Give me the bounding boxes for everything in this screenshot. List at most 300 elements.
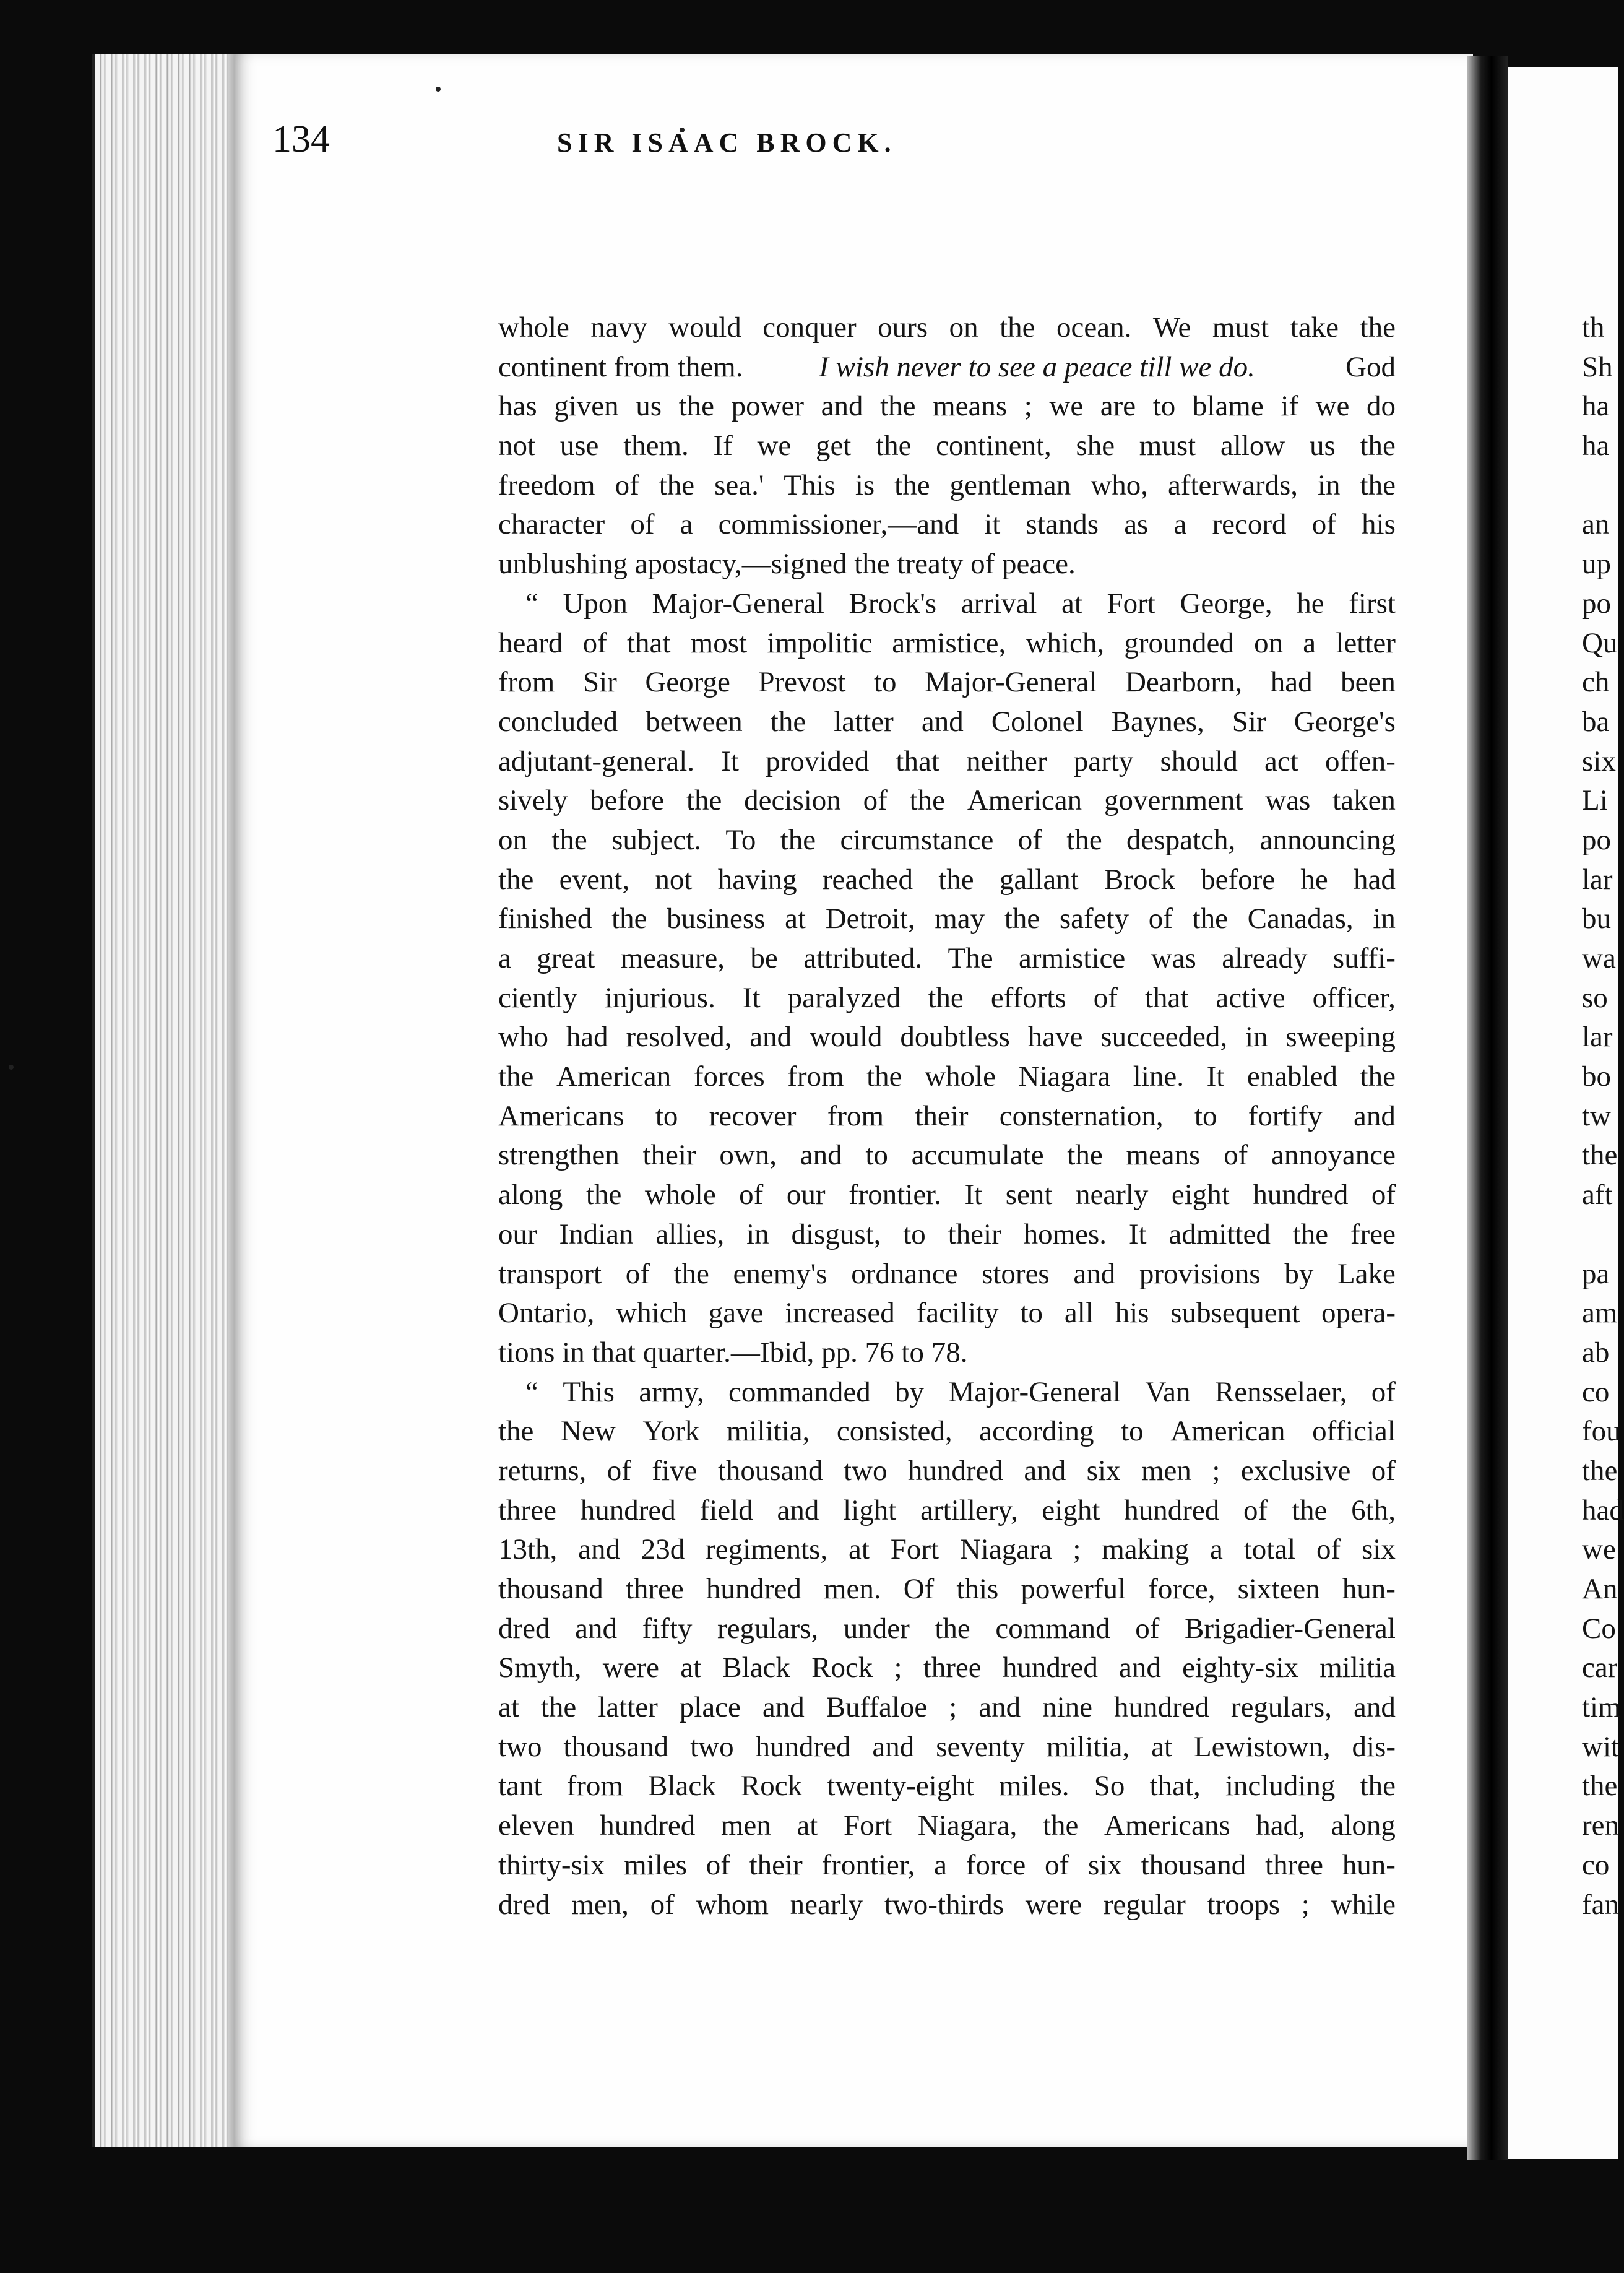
facing-fragment (1582, 466, 1619, 506)
word: facility (916, 1297, 999, 1330)
word: ; (1301, 1888, 1310, 1921)
word: frontier, (821, 1848, 915, 1881)
word: thousand (1141, 1848, 1246, 1881)
text-line (498, 426, 1396, 466)
text-line (498, 584, 1396, 624)
word: event, (559, 863, 630, 896)
word: the (1360, 1770, 1396, 1803)
word: along (1331, 1809, 1396, 1842)
word: allow (1220, 430, 1285, 462)
word: attributed. (803, 942, 923, 974)
text-line (498, 1570, 1396, 1609)
text-line (498, 1136, 1396, 1175)
word: use (559, 430, 599, 462)
word: the (928, 981, 964, 1014)
word: if (1281, 390, 1299, 423)
word: has (498, 390, 537, 423)
word: to (1152, 390, 1176, 423)
word: Indian (559, 1218, 634, 1250)
word: transport (498, 1257, 602, 1290)
word: the (659, 469, 695, 501)
word: powerful (1021, 1573, 1126, 1605)
word: Lewistown, (1193, 1730, 1331, 1763)
word: Niagara, (917, 1809, 1017, 1842)
word: It (721, 745, 739, 777)
word: us (1309, 430, 1336, 462)
word: heard (498, 626, 563, 659)
word: and (1354, 1691, 1396, 1724)
word: place (679, 1691, 741, 1724)
text-line (498, 703, 1396, 742)
word: our (498, 1218, 537, 1250)
word: Rensselaer, (1214, 1375, 1347, 1408)
word: of (1224, 1139, 1248, 1172)
word: means (1126, 1139, 1201, 1172)
word: three (498, 1494, 556, 1526)
word: ; (949, 1691, 957, 1724)
word: and (921, 705, 964, 738)
word: two (498, 1730, 542, 1763)
word: his (1115, 1297, 1149, 1330)
word: thousand (563, 1730, 669, 1763)
word: of (1148, 903, 1173, 935)
word: commanded (728, 1375, 871, 1408)
text-line (498, 1057, 1396, 1097)
word: Brock (1104, 863, 1175, 896)
word: hundred (1253, 1179, 1349, 1211)
text-line (498, 505, 1396, 545)
text-line (498, 821, 1396, 860)
word: thirty-six (498, 1848, 605, 1881)
word: fifty (642, 1612, 693, 1645)
word: the (1360, 1060, 1396, 1093)
facing-fragment: tw (1582, 1099, 1611, 1132)
word: the (498, 1060, 534, 1093)
word: would (810, 1021, 883, 1054)
word: the (1000, 311, 1035, 344)
text-line (498, 1886, 1396, 1925)
word: Baynes, (1111, 705, 1204, 738)
facing-fragment: co (1582, 1848, 1610, 1881)
word: active (1216, 981, 1285, 1014)
word: party (1073, 745, 1134, 777)
word: of (582, 626, 607, 659)
text-line (498, 663, 1396, 703)
word: eighty-six (1182, 1652, 1299, 1684)
word: of (1135, 1612, 1160, 1645)
text-line (498, 742, 1396, 782)
word: business (667, 903, 766, 935)
word: been (1341, 666, 1396, 699)
word: in (1245, 1021, 1268, 1054)
text-line (498, 1846, 1396, 1886)
word: who (498, 1021, 548, 1054)
facing-fragment: pa (1582, 1257, 1610, 1290)
word: hundred (1113, 1691, 1209, 1724)
word: it (984, 508, 1001, 541)
word: we (1049, 390, 1084, 423)
word: by (895, 1375, 925, 1408)
word: Black (648, 1770, 716, 1803)
book-page-edges (92, 54, 244, 2147)
word: the (770, 705, 806, 738)
word: between (646, 705, 743, 738)
text-line (498, 308, 1396, 348)
word: York (642, 1415, 700, 1448)
word: sweeping (1285, 1021, 1396, 1054)
word: men. (823, 1573, 881, 1605)
word: latter (598, 1691, 658, 1724)
facing-fragment: Sh (1582, 350, 1613, 383)
word: in (1373, 903, 1396, 935)
word: be (750, 942, 778, 974)
word: gentleman (949, 469, 1071, 501)
word: of (863, 784, 888, 817)
word: had (1354, 863, 1396, 896)
word: frontier. (848, 1179, 942, 1211)
word: his (1362, 508, 1396, 541)
word: our (786, 1179, 826, 1211)
word: from (827, 1099, 884, 1132)
word: act (1264, 745, 1298, 777)
word: Upon (563, 587, 628, 620)
facing-fragment: ha (1582, 430, 1610, 462)
word: armistice, (892, 626, 1006, 659)
word: taken (1332, 784, 1396, 817)
word: their (749, 1848, 803, 1881)
text-line (498, 1688, 1396, 1728)
facing-fragment: tim (1582, 1691, 1621, 1724)
word: the (1043, 1809, 1079, 1842)
facing-page-text (1582, 308, 1624, 1924)
speck (436, 87, 441, 92)
word: force (965, 1848, 1026, 1881)
word: Smyth, (498, 1652, 582, 1684)
word: the (1360, 430, 1396, 462)
facing-fragment: the (1582, 1454, 1618, 1487)
word: “ (525, 587, 538, 620)
word: are (1100, 390, 1136, 423)
word: the (1360, 311, 1396, 344)
word: nearly (790, 1888, 863, 1921)
word: two (843, 1454, 888, 1487)
word: doubtless (900, 1021, 1010, 1054)
word: announcing (1259, 823, 1396, 856)
word: If (713, 430, 733, 462)
word: thousand (717, 1454, 823, 1487)
word: Sir (582, 666, 617, 699)
word: of (1243, 1494, 1268, 1526)
word: of (1045, 1848, 1069, 1881)
text-line (498, 899, 1396, 939)
facing-fragment: co (1582, 1375, 1610, 1408)
facing-fragment: fou (1582, 1415, 1621, 1448)
word: at (498, 1691, 519, 1724)
word: two-thirds (884, 1888, 1004, 1921)
word: Buffaloe (826, 1691, 928, 1724)
facing-fragment: Li (1582, 784, 1608, 817)
word: not (655, 863, 693, 896)
word: means (933, 390, 1008, 423)
word: hun- (1342, 1848, 1396, 1881)
word: must (1212, 311, 1269, 344)
word: on (1254, 626, 1284, 659)
word: sent (1005, 1179, 1053, 1211)
word: is (855, 469, 875, 501)
word: power (731, 390, 805, 423)
word: gave (708, 1297, 764, 1330)
word: the (1066, 823, 1102, 856)
word: the (686, 784, 722, 817)
word: of (1311, 508, 1336, 541)
word: succeeded, (1100, 1021, 1228, 1054)
word: six (1086, 1454, 1121, 1487)
word: were (1025, 1888, 1082, 1921)
word: before (1201, 863, 1276, 896)
word: afterwards, (1167, 469, 1298, 501)
word: we (1315, 390, 1350, 423)
word: line. (1133, 1060, 1185, 1093)
word: resolved, (626, 1021, 732, 1054)
word: Sir (1232, 705, 1266, 738)
word: force, (1148, 1573, 1216, 1605)
word: at (1151, 1730, 1173, 1763)
word: hundred (907, 1454, 1003, 1487)
word: the (866, 1060, 902, 1093)
word: whom (696, 1888, 769, 1921)
word: militia (1320, 1652, 1396, 1684)
word: a (1303, 626, 1316, 659)
word: artillery, (920, 1494, 1018, 1526)
word: had (566, 1021, 608, 1054)
word: eight (1171, 1179, 1230, 1211)
word: the (611, 903, 647, 935)
word: two (690, 1730, 734, 1763)
word: returns, (498, 1454, 587, 1487)
word: letter (1336, 626, 1396, 659)
text-line (498, 1491, 1396, 1531)
word: eight (1042, 1494, 1100, 1526)
word: the (1292, 1218, 1329, 1250)
word: New (561, 1415, 616, 1448)
word: was (1265, 784, 1311, 817)
word: already (1222, 942, 1308, 974)
facing-fragment: up (1582, 548, 1611, 581)
word: of (650, 1888, 675, 1921)
facing-fragment: had (1582, 1494, 1624, 1526)
word: dred (498, 1612, 550, 1645)
word: exclusive (1240, 1454, 1351, 1487)
word: men (1141, 1454, 1191, 1487)
word: offen- (1324, 745, 1396, 777)
word: the (938, 863, 974, 896)
word: It (1128, 1218, 1147, 1250)
word: us (636, 390, 662, 423)
word: Dearborn, (1125, 666, 1243, 699)
word: Fort (890, 1533, 939, 1566)
word: a (498, 942, 511, 974)
word: at (680, 1652, 702, 1684)
word: of (630, 508, 655, 541)
running-title: SIR ISAAC BROCK. (557, 128, 897, 158)
word: having (717, 863, 797, 896)
word: and (872, 1730, 915, 1763)
word: who, (1091, 469, 1148, 501)
word: ordnance (851, 1257, 958, 1290)
text-line (498, 1175, 1396, 1215)
facing-fragment (1582, 1215, 1619, 1255)
word: to (865, 1139, 888, 1172)
facing-fragment: ab (1582, 1336, 1610, 1369)
word: were (602, 1652, 660, 1684)
word: 6th, (1351, 1494, 1396, 1526)
word: which, (1026, 626, 1105, 659)
word: and (749, 1021, 792, 1054)
word: tant (498, 1770, 542, 1803)
word: and (1119, 1652, 1161, 1684)
facing-fragment: we (1582, 1533, 1616, 1566)
word: at (785, 903, 806, 935)
word: from (566, 1770, 623, 1803)
word: was (1151, 942, 1196, 974)
word: great (537, 942, 595, 974)
facing-fragment: ba (1582, 705, 1610, 738)
word: conquer (762, 311, 857, 344)
word: the (678, 390, 715, 423)
word: concluded (498, 705, 618, 738)
word: This (784, 469, 836, 501)
word: It (964, 1179, 983, 1211)
word: regiments, (706, 1533, 828, 1566)
word: navy (590, 311, 647, 344)
word: Major-General (948, 1375, 1121, 1408)
text-line (498, 1097, 1396, 1136)
word: hundred (600, 1809, 696, 1842)
word: the (585, 1179, 622, 1211)
word: recover (709, 1099, 797, 1132)
word: Lake (1337, 1257, 1396, 1290)
word: own, (719, 1139, 777, 1172)
word: the (1067, 1139, 1103, 1172)
word: three (923, 1652, 982, 1684)
word: do (1367, 390, 1396, 423)
text-line (498, 1412, 1396, 1452)
facing-fragment: the (1582, 1139, 1618, 1172)
word: It (1206, 1060, 1225, 1093)
text-line (498, 1255, 1396, 1294)
word: should (1160, 745, 1238, 777)
word: despatch, (1126, 823, 1236, 856)
word: ; (1024, 390, 1032, 423)
word: commissioner,—and (718, 508, 959, 541)
word: hundred (755, 1730, 851, 1763)
word: government (1104, 784, 1243, 817)
word: the (935, 1612, 970, 1645)
word: Major-General (652, 587, 824, 620)
word: which (616, 1297, 687, 1330)
word: to (1020, 1297, 1043, 1330)
word: To (725, 823, 756, 856)
word: had (1270, 666, 1313, 699)
word: the (1291, 1494, 1328, 1526)
facing-fragment: Co (1582, 1612, 1616, 1645)
word: and (1073, 1257, 1116, 1290)
text-line (498, 624, 1396, 664)
word: the (673, 1257, 709, 1290)
word: regulars, (1230, 1691, 1332, 1724)
word: to (1194, 1099, 1217, 1132)
word: the (894, 469, 930, 501)
text-line (498, 1294, 1396, 1333)
word: all (1064, 1297, 1094, 1330)
word: and (800, 1139, 842, 1172)
word: gallant (999, 863, 1079, 896)
word: whole (925, 1060, 996, 1093)
word: of (1371, 1454, 1396, 1487)
word: Black (722, 1652, 790, 1684)
word: this (956, 1573, 999, 1605)
word: So (1094, 1770, 1125, 1803)
facing-fragment: aft (1582, 1179, 1613, 1211)
facing-fragment: lar (1582, 863, 1613, 896)
facing-fragment: th (1582, 311, 1605, 344)
word: to (1121, 1415, 1144, 1448)
word: ; (1073, 1533, 1081, 1566)
word: free (1350, 1218, 1396, 1250)
word: Fort (843, 1809, 892, 1842)
word: It (742, 981, 761, 1014)
facing-fragment: six (1582, 745, 1616, 777)
facing-fragment: car (1582, 1652, 1618, 1684)
word: Prevost (758, 666, 846, 699)
word: reached (822, 863, 913, 896)
word: sixteen (1237, 1573, 1320, 1605)
word: a (934, 1848, 947, 1881)
word: George (645, 666, 730, 699)
facing-fragment: wa (1582, 942, 1616, 974)
word: Van (1145, 1375, 1191, 1408)
text-segment: tions in that quarter.—Ibid, pp. 76 to 78. (498, 1336, 968, 1369)
word: we (757, 430, 792, 462)
word: impolitic (767, 626, 873, 659)
facing-fragment: An (1582, 1573, 1618, 1605)
word: of (1316, 1533, 1341, 1566)
word: ciently (498, 981, 577, 1014)
word: six (1361, 1533, 1396, 1566)
word: he (1297, 587, 1324, 620)
text-line (498, 1767, 1396, 1806)
word: had, (1256, 1809, 1305, 1842)
text-segment: God (1331, 350, 1396, 383)
word: hundred (1124, 1494, 1220, 1526)
word: disgust, (791, 1218, 881, 1250)
word: hundred (706, 1573, 801, 1605)
facing-fragment: Qu (1582, 626, 1618, 659)
word: troops (1207, 1888, 1281, 1921)
speck (9, 1065, 14, 1070)
word: Americans (498, 1099, 624, 1132)
word: the (1004, 903, 1040, 935)
word: take (1290, 311, 1339, 344)
word: and (578, 1533, 620, 1566)
word: Rock (811, 1652, 873, 1684)
word: safety (1059, 903, 1129, 935)
word: at (1061, 587, 1082, 620)
facing-fragment: so (1582, 981, 1608, 1014)
word: six (1087, 1848, 1122, 1881)
word: ocean. (1056, 311, 1132, 344)
word: increased (785, 1297, 895, 1330)
